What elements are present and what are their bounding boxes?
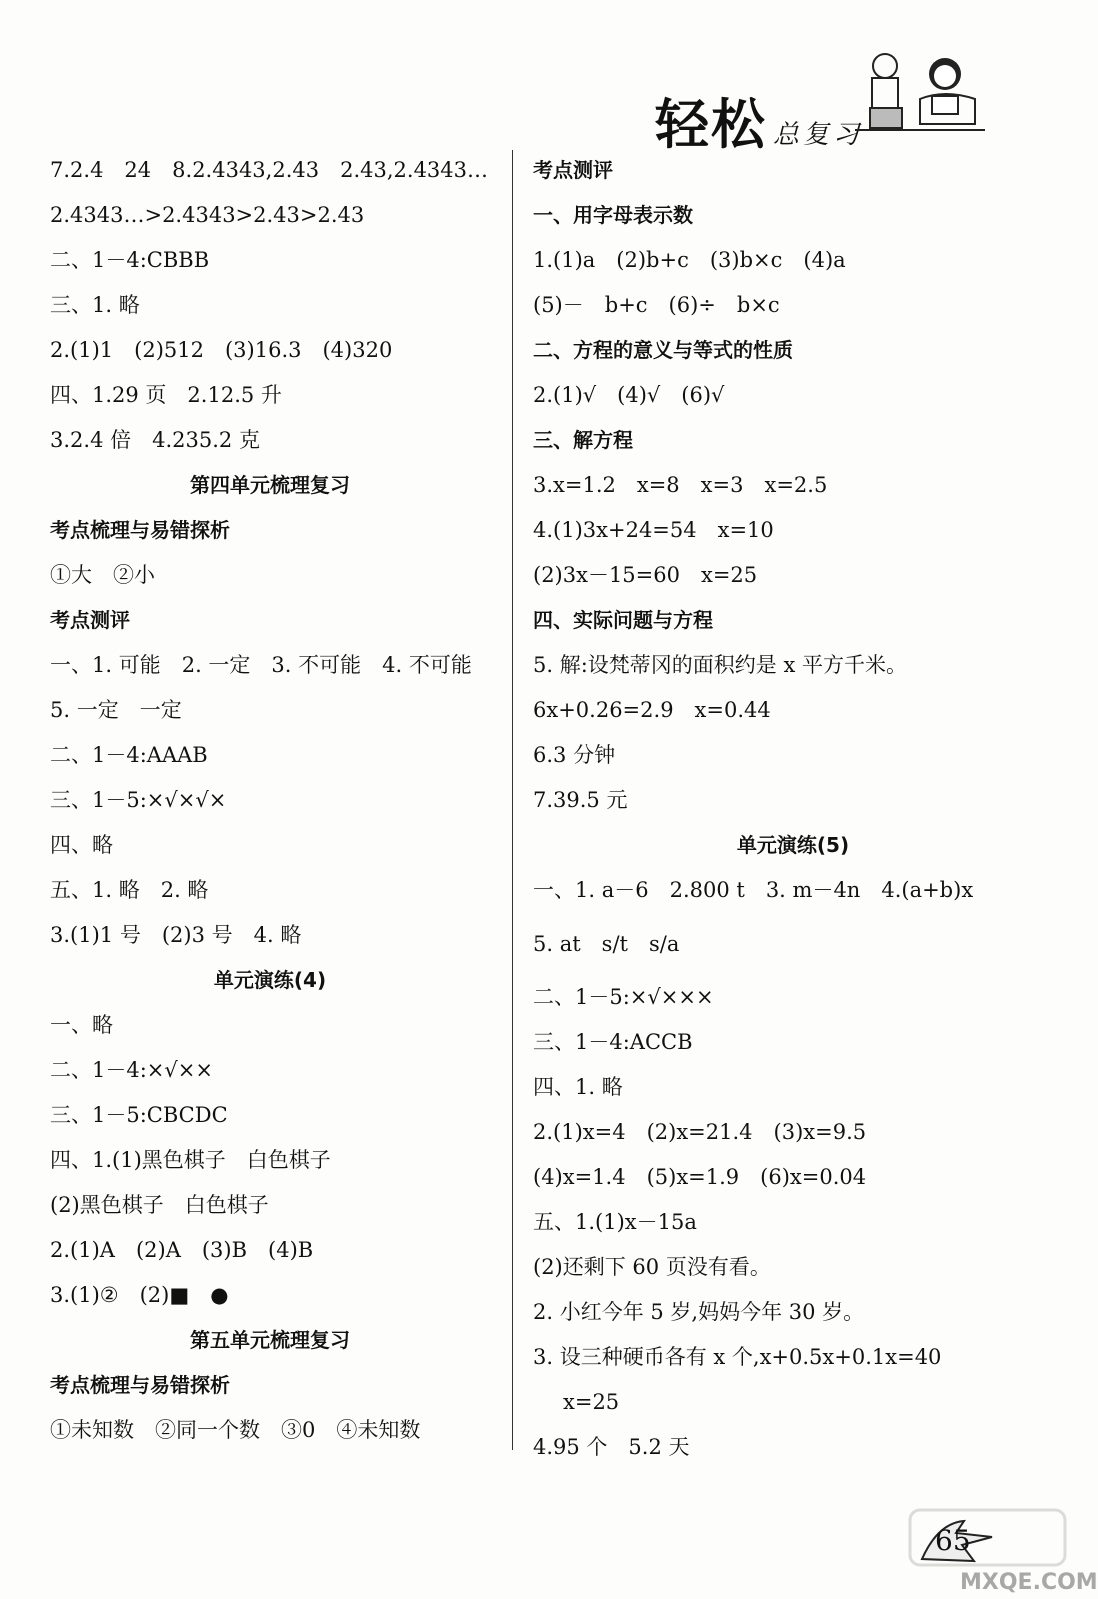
brand-sub-text: 总复习	[773, 120, 864, 150]
text-line: 5. at s/t s/a	[533, 932, 680, 956]
subsection-heading: 考点测评	[533, 158, 613, 182]
text-line: 四、1. 略	[533, 1075, 623, 1099]
text-line: 四、略	[50, 833, 113, 857]
text-line: 一、1. 可能 2. 一定 3. 不可能 4. 不可能	[50, 653, 472, 677]
text-line: 二、1－4:CBBB	[50, 248, 210, 272]
text-line: (4)x=1.4 (5)x=1.9 (6)x=0.04	[533, 1165, 867, 1189]
subsection-heading: 考点测评	[50, 608, 130, 632]
text-line: ①未知数 ②同一个数 ③0 ④未知数	[50, 1418, 421, 1442]
text-line: 3.(1)② (2)■ ●	[50, 1283, 229, 1307]
watermark-text: MXQE.COM	[960, 1570, 1098, 1595]
text-line: 2.(1)1 (2)512 (3)16.3 (4)320	[50, 338, 393, 362]
text-line: 四、1.29 页 2.12.5 升	[50, 383, 282, 407]
text-line: 2.(1)√ (4)√ (6)√	[533, 383, 725, 407]
text-line: 4.(1)3x+24=54 x=10	[533, 518, 774, 542]
text-line: 3. 设三种硬币各有 x 个,x+0.5x+0.1x=40	[533, 1345, 942, 1369]
text-line: 7.39.5 元	[533, 788, 628, 812]
text-line: 五、1. 略 2. 略	[50, 878, 209, 902]
text-line: 3.x=1.2 x=8 x=3 x=2.5	[533, 473, 828, 497]
reading-kids-illustration	[850, 44, 990, 134]
text-line: 三、1－5:×√×√×	[50, 788, 227, 812]
text-line: (2)还剩下 60 页没有看。	[533, 1255, 771, 1279]
text-line: 三、1－5:CBCDC	[50, 1103, 228, 1127]
text-line: 2.(1)A (2)A (3)B (4)B	[50, 1238, 314, 1262]
subsection-heading: 考点梳理与易错探析	[50, 518, 230, 542]
left-column	[50, 148, 490, 1453]
section-title: 单元演练(4)	[213, 968, 327, 992]
page-number: 65	[935, 1524, 971, 1557]
subsection-heading: 考点梳理与易错探析	[50, 1373, 230, 1397]
right-column	[533, 148, 1053, 1470]
text-line: 二、1－4:×√××	[50, 1058, 213, 1082]
text-line: 7.2.4 24 8.2.4343,2.43 2.43,2.4343…	[50, 158, 489, 182]
column-divider	[512, 150, 513, 1450]
subsection-heading: 二、方程的意义与等式的性质	[533, 338, 793, 362]
text-line: 三、1－4:ACCB	[533, 1030, 693, 1054]
subsection-heading: 一、用字母表示数	[533, 203, 693, 227]
text-line: 二、1－5:×√×××	[533, 985, 714, 1009]
brand-main-text: 轻松	[655, 92, 767, 156]
text-line: 5. 一定 一定	[50, 698, 182, 722]
subsection-heading: 三、解方程	[533, 428, 633, 452]
text-line: 一、略	[50, 1013, 113, 1037]
text-line: x=25	[563, 1390, 620, 1414]
text-line: 二、1－4:AAAB	[50, 743, 208, 767]
text-line: (5)－ b+c (6)÷ b×c	[533, 293, 780, 317]
section-title: 单元演练(5)	[736, 833, 850, 857]
text-line: 6.3 分钟	[533, 743, 616, 767]
text-line: (2)3x－15=60 x=25	[533, 563, 758, 587]
text-line: 3.2.4 倍 4.235.2 克	[50, 428, 260, 452]
text-line: 5. 解:设梵蒂冈的面积约是 x 平方千米。	[533, 653, 907, 677]
text-line: 三、1. 略	[50, 293, 140, 317]
text-line: 4.95 个 5.2 天	[533, 1435, 690, 1459]
text-line: ①大 ②小	[50, 563, 155, 587]
section-title: 第五单元梳理复习	[190, 1328, 350, 1352]
text-line: 3.(1)1 号 (2)3 号 4. 略	[50, 923, 302, 947]
subsection-heading: 四、实际问题与方程	[533, 608, 713, 632]
text-line: 2. 小红今年 5 岁,妈妈今年 30 岁。	[533, 1300, 865, 1324]
text-line: 2.4343…>2.4343>2.43>2.43	[50, 203, 365, 227]
text-line: 一、1. a－6 2.800 t 3. m－4n 4.(a+b)x	[533, 878, 974, 902]
text-line: 五、1.(1)x－15a	[533, 1210, 697, 1234]
text-line: 2.(1)x=4 (2)x=21.4 (3)x=9.5	[533, 1120, 867, 1144]
text-line: 6x+0.26=2.9 x=0.44	[533, 698, 771, 722]
section-title: 第四单元梳理复习	[190, 473, 350, 497]
text-line: (2)黑色棋子 白色棋子	[50, 1193, 269, 1217]
text-line: 1.(1)a (2)b+c (3)b×c (4)a	[533, 248, 846, 272]
text-line: 四、1.(1)黑色棋子 白色棋子	[50, 1148, 331, 1172]
